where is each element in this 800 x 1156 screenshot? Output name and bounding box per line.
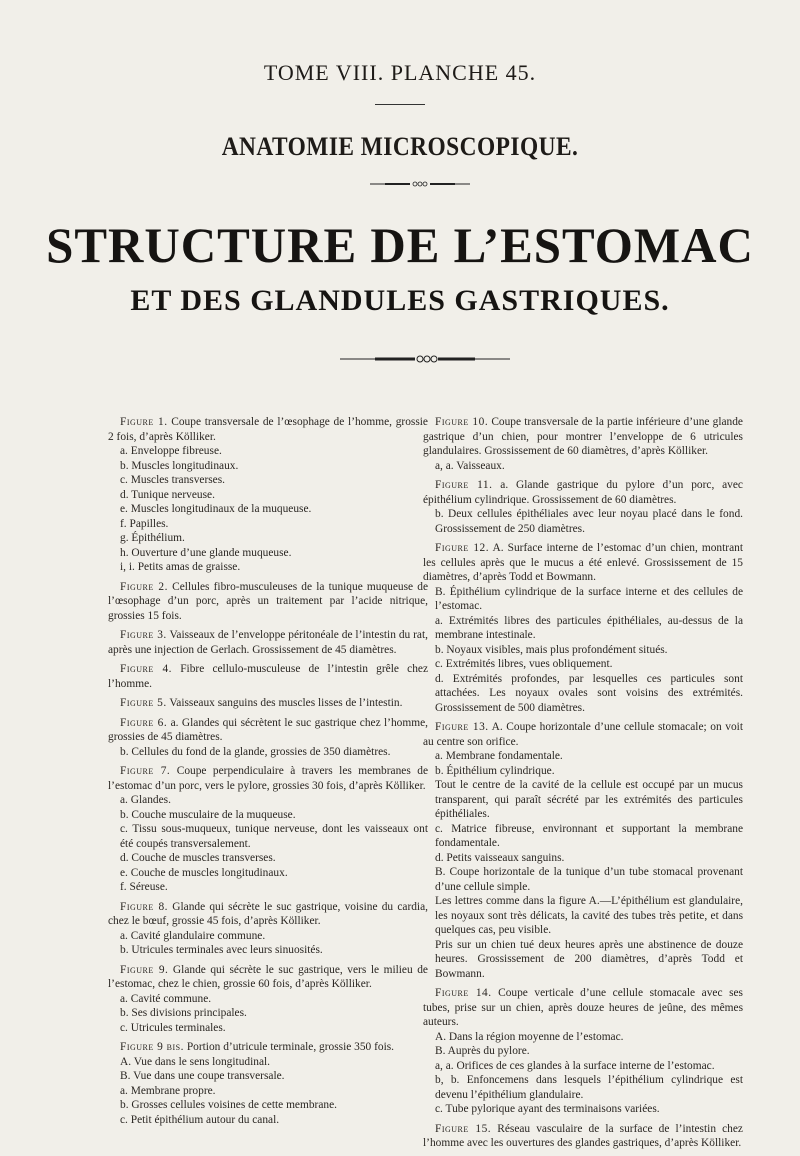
figure-label: Figure 13. bbox=[435, 721, 489, 733]
figure-entry bbox=[108, 696, 428, 711]
figure-text: Coupe transversale de l’œsophage de l’homme, grossie 2 fois, d’après Kölliker. bbox=[108, 416, 428, 443]
figure-label: Figure 1. bbox=[120, 416, 168, 428]
ornament-divider-small bbox=[370, 180, 470, 188]
figure-item: d. Petits vaisseaux sanguins. bbox=[435, 851, 565, 864]
figure-caption bbox=[108, 764, 428, 793]
figure-text: Coupe transversale de la partie inférieure d’une glande gastrique d’un chien, pour montrer l’enveloppe de 6 utricules glandulaires. Grossissement de 60 diamètres, d’après Kölliker. bbox=[423, 416, 743, 457]
figure-label: Figure 11. bbox=[435, 479, 493, 491]
figure-label: Figure 7. bbox=[120, 765, 171, 777]
figure-caption bbox=[423, 1122, 743, 1151]
figure-caption bbox=[108, 662, 428, 691]
figure-entry bbox=[108, 628, 428, 657]
figure-text: a. Glande gastrique du pylore d’un porc, avec épithélium cylindrique. Grossissement de 60 diamètres. bbox=[423, 479, 743, 506]
header-rule bbox=[375, 104, 425, 105]
figure-label: Figure 14. bbox=[435, 987, 492, 999]
figure-label: Figure 9 bis. bbox=[120, 1041, 184, 1053]
figure-entry bbox=[108, 1040, 428, 1127]
main-title-line2: ET DES GLANDULES GASTRIQUES. bbox=[130, 284, 670, 317]
figure-item: B. Vue dans une coupe transversale. bbox=[120, 1070, 285, 1082]
figure-entry bbox=[423, 541, 743, 715]
figure-item: b. Utricules terminales avec leurs sinuosités. bbox=[120, 944, 323, 956]
figure-text: Vaisseaux sanguins des muscles lisses de l’intestin. bbox=[166, 697, 403, 709]
figure-entry bbox=[108, 900, 428, 958]
figure-item: a. Membrane fondamentale. bbox=[435, 750, 563, 762]
figure-caption bbox=[108, 580, 428, 624]
ornament-divider-large bbox=[340, 354, 510, 364]
figure-entry bbox=[423, 720, 743, 981]
figure-text: Vaisseaux de l’enveloppe péritonéale de l’intestin du rat, après une injection de Gerlach. Grossissement de 45 diamètres. bbox=[108, 629, 428, 656]
figure-item: Tout le centre de la cavité de la cellule est occupé par un mucus transparent, qui paraît sécrété par les extrémités des particules épithéliales. bbox=[435, 779, 743, 820]
figure-item: b. Noyaux visibles, mais plus profondément situés. bbox=[435, 643, 668, 656]
figure-item: b, b. Enfoncemens dans lesquels l’épithélium cylindrique est devenu l’épithélium glandulaire. bbox=[435, 1074, 743, 1101]
figure-caption bbox=[423, 541, 743, 585]
figure-text: Coupe verticale d’une cellule stomacale avec ses tubes, prise sur un chien, après douze heures de jeûne, des mêmes auteurs. bbox=[423, 987, 743, 1028]
figure-entry bbox=[108, 963, 428, 1036]
section-title: ANATOMIE MICROSCOPIQUE. bbox=[221, 132, 579, 161]
figure-item: c. Utricules terminales. bbox=[120, 1021, 226, 1034]
figure-item: a. Cavité glandulaire commune. bbox=[120, 929, 266, 942]
figure-entry bbox=[108, 580, 428, 624]
legend-column-right bbox=[423, 415, 743, 1156]
figure-caption bbox=[423, 720, 743, 749]
figure-item: b. Épithélium cylindrique. bbox=[435, 764, 555, 777]
figure-label: Figure 4. bbox=[120, 663, 173, 675]
figure-caption bbox=[108, 696, 428, 711]
figure-item: d. Extrémités profondes, par lesquelles ces particules sont attachées. Les noyaux ovales sont voisins des extrémités. Grossissement de 500 diamètres. bbox=[435, 672, 743, 714]
figure-caption bbox=[108, 716, 428, 745]
figure-item: a, a. Orifices de ces glandes à la surface interne de l’estomac. bbox=[435, 1059, 715, 1072]
figure-caption bbox=[423, 986, 743, 1030]
figure-caption bbox=[108, 963, 428, 992]
figure-item: c. Tissu sous-muqueux, tunique nerveuse, dont les vaisseaux ont été coupés transversalement. bbox=[120, 823, 428, 850]
figure-item: c. Matrice fibreuse, environnant et supportant la membrane fondamentale. bbox=[435, 822, 743, 849]
figure-item: b. Couche musculaire de la muqueuse. bbox=[120, 808, 296, 821]
figure-item: f. Séreuse. bbox=[120, 881, 168, 893]
figure-label: Figure 9. bbox=[120, 963, 169, 976]
figure-item: e. Couche de muscles longitudinaux. bbox=[120, 866, 288, 879]
figure-caption bbox=[423, 415, 743, 459]
figure-item: b. Ses divisions principales. bbox=[120, 1007, 247, 1019]
figure-caption bbox=[108, 628, 428, 657]
figure-item: a, a. Vaisseaux. bbox=[435, 459, 505, 472]
figure-entry bbox=[423, 415, 743, 473]
figure-entry bbox=[108, 764, 428, 895]
figure-label: Figure 5. bbox=[120, 697, 167, 709]
figure-item: d. Couche de muscles transverses. bbox=[120, 852, 276, 864]
figure-text: A. Surface interne de l’estomac d’un chien, montrant les cellules après que le mucus a été enlevé. Grossissement de 15 diamètres, d’après Todd et Bowmann. bbox=[423, 542, 743, 583]
figure-item: e. Muscles longitudinaux de la muqueuse. bbox=[120, 503, 312, 515]
figure-item: a. Glandes. bbox=[120, 794, 171, 806]
figure-entry bbox=[423, 478, 743, 536]
figure-item: g. Épithélium. bbox=[120, 532, 185, 544]
figure-label: Figure 12. bbox=[435, 542, 490, 554]
figure-item: b. Grosses cellules voisines de cette membrane. bbox=[120, 1099, 337, 1111]
figure-text: Coupe perpendiculaire à travers les membranes de l’estomac d’un porc, vers le pylore, grossies 30 fois, d’après Kölliker. bbox=[108, 765, 428, 792]
main-title-line1: STRUCTURE DE L’ESTOMAC bbox=[46, 217, 754, 273]
figure-label: Figure 3. bbox=[120, 629, 167, 641]
figure-item: B. Coupe horizontale de la tunique d’un tube stomacal provenant d’une cellule simple. bbox=[435, 866, 743, 893]
figure-item: a. Extrémités libres des particules épithéliales, au-dessus de la membrane intestinale. bbox=[435, 614, 743, 641]
figure-item: c. Extrémités libres, vues obliquement. bbox=[435, 658, 613, 670]
figure-item: Les lettres comme dans la figure A.—L’épithélium est glandulaire, les noyaux sont très délicats, la cavité des tubes très petite, et dans quelques cas, peu visible. bbox=[435, 895, 743, 936]
figure-item: c. Petit épithélium autour du canal. bbox=[120, 1113, 280, 1126]
tome-header: TOME VIII. PLANCHE 45. bbox=[263, 60, 537, 85]
figure-item: Pris sur un chien tué deux heures après une abstinence de douze heures. Grossissement de 200 diamètres, d’après Todd et Bowmann. bbox=[435, 938, 743, 980]
figure-item: h. Ouverture d’une glande muqueuse. bbox=[120, 546, 292, 559]
figure-label: Figure 10. bbox=[435, 416, 489, 428]
figure-text: a. Glandes qui sécrètent le suc gastrique chez l’homme, grossies de 45 diamètres. bbox=[108, 716, 428, 743]
figure-text: A. Coupe horizontale d’une cellule stomacale; on voit au centre son orifice. bbox=[423, 721, 743, 748]
figure-caption bbox=[108, 415, 428, 444]
figure-item: c. Tube pylorique ayant des terminaisons variées. bbox=[435, 1103, 660, 1115]
figure-item: c. Muscles transverses. bbox=[120, 474, 226, 486]
figure-entry bbox=[108, 662, 428, 691]
figure-text: Glande qui sécrète le suc gastrique, voisine du cardia, chez le bœuf, grossie 45 fois, d’après Kölliker. bbox=[108, 900, 428, 927]
figure-text: Portion d’utricule terminale, grossie 350 fois. bbox=[183, 1041, 395, 1053]
figure-item: a. Cavité commune. bbox=[120, 992, 212, 1005]
figure-item: i, i. Petits amas de graisse. bbox=[120, 561, 241, 573]
figure-entry bbox=[423, 1122, 743, 1151]
figure-caption bbox=[108, 1040, 428, 1055]
figure-item: b. Cellules du fond de la glande, grossies de 350 diamètres. bbox=[120, 745, 391, 758]
figure-text: Cellules fibro-musculeuses de la tunique muqueuse de l’œsophage d’un porc, après un traitement par l’acide nitrique, grossies 15 fois. bbox=[108, 580, 428, 622]
figure-label: Figure 8. bbox=[120, 900, 169, 913]
figure-entry bbox=[423, 986, 743, 1117]
figure-label: Figure 6. bbox=[120, 716, 168, 729]
figure-text: Réseau vasculaire de la surface de l’intestin chez l’homme avec les ouvertures des glandes gastriques, d’après Kölliker. bbox=[423, 1122, 743, 1149]
figure-label: Figure 15. bbox=[435, 1122, 492, 1135]
figure-item: b. Deux cellules épithéliales avec leur noyau placé dans le fond. Grossissement de 250 diamètres. bbox=[435, 508, 743, 535]
figure-entry bbox=[108, 716, 428, 760]
figure-item: a. Enveloppe fibreuse. bbox=[120, 445, 222, 457]
figure-caption bbox=[423, 478, 743, 507]
figure-label: Figure 2. bbox=[120, 580, 168, 593]
figure-item: A. Dans la région moyenne de l’estomac. bbox=[435, 1030, 624, 1043]
figure-item: d. Tunique nerveuse. bbox=[120, 488, 215, 501]
figure-text: Fibre cellulo-musculeuse de l’intestin grêle chez l’homme. bbox=[108, 663, 429, 690]
figure-item: f. Papilles. bbox=[120, 517, 169, 530]
figure-text: Glande qui sécrète le suc gastrique, vers le milieu de l’estomac, chez le chien, grossie 60 fois, d’après Kölliker. bbox=[108, 963, 428, 990]
figure-item: a. Membrane propre. bbox=[120, 1084, 216, 1097]
figure-item: A. Vue dans le sens longitudinal. bbox=[120, 1055, 271, 1068]
figure-item: B. Épithélium cylindrique de la surface interne et des cellules de l’estomac. bbox=[435, 585, 743, 612]
legend-column-left bbox=[108, 415, 428, 1132]
figure-item: B. Auprès du pylore. bbox=[435, 1045, 530, 1057]
figure-entry bbox=[108, 415, 428, 575]
figure-caption bbox=[108, 900, 428, 929]
figure-item: b. Muscles longitudinaux. bbox=[120, 459, 239, 472]
